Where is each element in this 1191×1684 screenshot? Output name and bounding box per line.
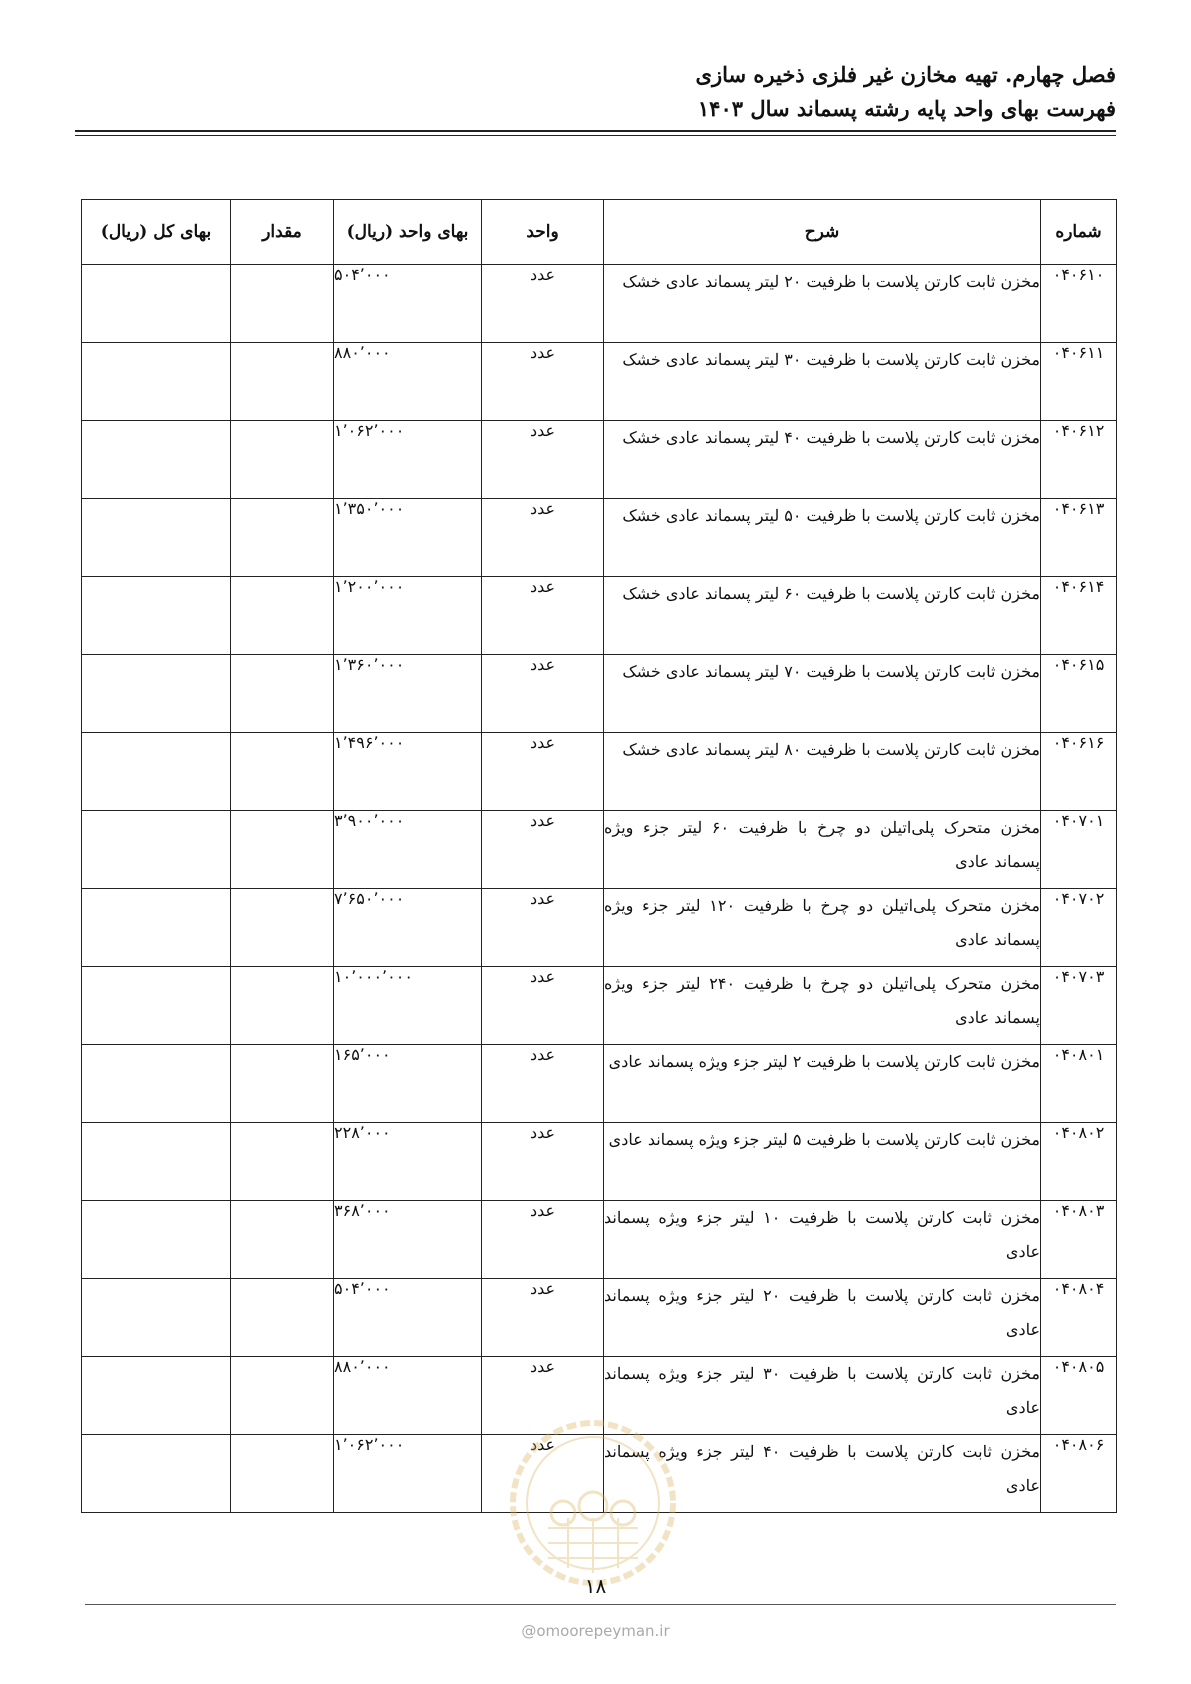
table-row xyxy=(82,967,1117,1045)
item-number: ۰۴۰۸۰۵ xyxy=(1041,1357,1117,1435)
item-unit-price: ۱۶۵٬۰۰۰ xyxy=(334,1045,482,1123)
item-total-price xyxy=(82,577,231,655)
website-watermark: @omoorepeyman.ir xyxy=(521,1622,670,1640)
item-unit: عدد xyxy=(482,1357,604,1435)
column-header-description: شرح xyxy=(604,200,1041,265)
item-number: ۰۴۰۶۱۴ xyxy=(1041,577,1117,655)
item-total-price xyxy=(82,967,231,1045)
item-total-price xyxy=(82,1279,231,1357)
item-total-price xyxy=(82,343,231,421)
item-description: مخزن ثابت کارتن پلاست با ظرفیت ۲ لیتر جزء ویژه پسماند عادی xyxy=(604,1045,1041,1123)
item-unit-price: ۱٬۳۵۰٬۰۰۰ xyxy=(334,499,482,577)
item-number: ۰۴۰۶۱۰ xyxy=(1041,265,1117,343)
item-description: مخزن ثابت کارتن پلاست با ظرفیت ۶۰ لیتر پسماند عادی خشک xyxy=(604,577,1041,655)
item-number: ۰۴۰۷۰۱ xyxy=(1041,811,1117,889)
item-unit-price: ۱٬۰۶۲٬۰۰۰ xyxy=(334,1435,482,1513)
item-total-price xyxy=(82,265,231,343)
table-row xyxy=(82,733,1117,811)
item-total-price xyxy=(82,1201,231,1279)
item-number: ۰۴۰۷۰۲ xyxy=(1041,889,1117,967)
item-number: ۰۴۰۸۰۲ xyxy=(1041,1123,1117,1201)
table-row xyxy=(82,889,1117,967)
item-quantity xyxy=(231,1279,334,1357)
table-header-row xyxy=(82,200,1117,265)
item-quantity xyxy=(231,1435,334,1513)
item-number: ۰۴۰۶۱۵ xyxy=(1041,655,1117,733)
item-quantity xyxy=(231,1123,334,1201)
item-description: مخزن ثابت کارتن پلاست با ظرفیت ۷۰ لیتر پسماند عادی خشک xyxy=(604,655,1041,733)
item-unit-price: ۸۸۰٬۰۰۰ xyxy=(334,1357,482,1435)
column-header-quantity: مقدار xyxy=(231,200,334,265)
item-unit: عدد xyxy=(482,421,604,499)
item-unit-price: ۳۶۸٬۰۰۰ xyxy=(334,1201,482,1279)
table-row xyxy=(82,265,1117,343)
item-unit: عدد xyxy=(482,889,604,967)
footer-rule xyxy=(85,1604,1116,1605)
page-number: ۱۸ xyxy=(584,1574,607,1598)
item-quantity xyxy=(231,265,334,343)
item-number: ۰۴۰۸۰۴ xyxy=(1041,1279,1117,1357)
item-description: مخزن ثابت کارتن پلاست با ظرفیت ۲۰ لیتر جزء ویژه پسماند عادی xyxy=(604,1279,1041,1357)
item-number: ۰۴۰۸۰۱ xyxy=(1041,1045,1117,1123)
price-table xyxy=(81,199,1117,1513)
item-unit: عدد xyxy=(482,577,604,655)
item-unit-price: ۲۲۸٬۰۰۰ xyxy=(334,1123,482,1201)
item-quantity xyxy=(231,655,334,733)
item-unit-price: ۱۰٬۰۰۰٬۰۰۰ xyxy=(334,967,482,1045)
omoorepeyman-seal-watermark xyxy=(508,1418,678,1588)
item-total-price xyxy=(82,421,231,499)
item-unit: عدد xyxy=(482,733,604,811)
item-total-price xyxy=(82,1357,231,1435)
column-header-total-price: بهای کل (ریال) xyxy=(82,200,231,265)
item-quantity xyxy=(231,811,334,889)
item-description: مخزن ثابت کارتن پلاست با ظرفیت ۵۰ لیتر پسماند عادی خشک xyxy=(604,499,1041,577)
item-description: مخزن ثابت کارتن پلاست با ظرفیت ۴۰ لیتر پسماند عادی خشک xyxy=(604,421,1041,499)
item-quantity xyxy=(231,889,334,967)
column-header-unit-price: بهای واحد (ریال) xyxy=(334,200,482,265)
item-description: مخزن متحرک پلی‌اتیلن دو چرخ با ظرفیت ۲۴۰ لیتر جزء ویژه پسماند عادی xyxy=(604,967,1041,1045)
price-list-title: فهرست بهای واحد پایه رشته پسماند سال ۱۴۰۳ xyxy=(697,96,1116,121)
table-body xyxy=(82,265,1117,1513)
item-number: ۰۴۰۶۱۳ xyxy=(1041,499,1117,577)
item-quantity xyxy=(231,1045,334,1123)
item-quantity xyxy=(231,499,334,577)
table-row xyxy=(82,499,1117,577)
page-header xyxy=(696,58,1116,126)
item-unit-price: ۷٬۶۵۰٬۰۰۰ xyxy=(334,889,482,967)
item-unit: عدد xyxy=(482,499,604,577)
table-row xyxy=(82,1123,1117,1201)
item-number: ۰۴۰۶۱۱ xyxy=(1041,343,1117,421)
item-unit-price: ۳٬۹۰۰٬۰۰۰ xyxy=(334,811,482,889)
header-rule-thin xyxy=(75,135,1116,136)
item-total-price xyxy=(82,499,231,577)
item-unit-price: ۸۸۰٬۰۰۰ xyxy=(334,343,482,421)
item-description: مخزن ثابت کارتن پلاست با ظرفیت ۴۰ لیتر جزء ویژه پسماند عادی xyxy=(604,1435,1041,1513)
item-description: مخزن متحرک پلی‌اتیلن دو چرخ با ظرفیت ۱۲۰ لیتر جزء ویژه پسماند عادی xyxy=(604,889,1041,967)
item-number: ۰۴۰۶۱۲ xyxy=(1041,421,1117,499)
table-row xyxy=(82,421,1117,499)
item-unit: عدد xyxy=(482,655,604,733)
item-unit: عدد xyxy=(482,1279,604,1357)
item-quantity xyxy=(231,1357,334,1435)
item-unit: عدد xyxy=(482,1045,604,1123)
table-row xyxy=(82,577,1117,655)
item-unit: عدد xyxy=(482,1435,604,1513)
item-unit-price: ۱٬۲۰۰٬۰۰۰ xyxy=(334,577,482,655)
item-unit-price: ۱٬۴۹۶٬۰۰۰ xyxy=(334,733,482,811)
table-row xyxy=(82,655,1117,733)
item-quantity xyxy=(231,1201,334,1279)
table-row xyxy=(82,1201,1117,1279)
table-row xyxy=(82,343,1117,421)
item-unit-price: ۵۰۴٬۰۰۰ xyxy=(334,265,482,343)
item-total-price xyxy=(82,655,231,733)
item-number: ۰۴۰۸۰۶ xyxy=(1041,1435,1117,1513)
item-number: ۰۴۰۸۰۳ xyxy=(1041,1201,1117,1279)
table-row xyxy=(82,1045,1117,1123)
item-total-price xyxy=(82,1045,231,1123)
item-number: ۰۴۰۶۱۶ xyxy=(1041,733,1117,811)
item-unit: عدد xyxy=(482,343,604,421)
item-quantity xyxy=(231,343,334,421)
item-unit: عدد xyxy=(482,811,604,889)
item-quantity xyxy=(231,421,334,499)
item-quantity xyxy=(231,577,334,655)
item-unit: عدد xyxy=(482,1123,604,1201)
column-header-number: شماره xyxy=(1041,200,1117,265)
item-total-price xyxy=(82,1123,231,1201)
item-unit-price: ۱٬۳۶۰٬۰۰۰ xyxy=(334,655,482,733)
item-description: مخزن ثابت کارتن پلاست با ظرفیت ۱۰ لیتر جزء ویژه پسماند عادی xyxy=(604,1201,1041,1279)
item-description: مخزن ثابت کارتن پلاست با ظرفیت ۵ لیتر جزء ویژه پسماند عادی xyxy=(604,1123,1041,1201)
item-description: مخزن متحرک پلی‌اتیلن دو چرخ با ظرفیت ۶۰ لیتر جزء ویژه پسماند عادی xyxy=(604,811,1041,889)
item-description: مخزن ثابت کارتن پلاست با ظرفیت ۸۰ لیتر پسماند عادی خشک xyxy=(604,733,1041,811)
table-row xyxy=(82,1279,1117,1357)
item-unit-price: ۱٬۰۶۲٬۰۰۰ xyxy=(334,421,482,499)
item-unit: عدد xyxy=(482,1201,604,1279)
item-number: ۰۴۰۷۰۳ xyxy=(1041,967,1117,1045)
item-description: مخزن ثابت کارتن پلاست با ظرفیت ۳۰ لیتر پسماند عادی خشک xyxy=(604,343,1041,421)
item-quantity xyxy=(231,733,334,811)
item-total-price xyxy=(82,1435,231,1513)
column-header-unit: واحد xyxy=(482,200,604,265)
item-unit-price: ۵۰۴٬۰۰۰ xyxy=(334,1279,482,1357)
chapter-title: فصل چهارم. تهیه مخازن غیر فلزی ذخیره سازی xyxy=(695,62,1116,87)
item-total-price xyxy=(82,889,231,967)
item-total-price xyxy=(82,811,231,889)
item-quantity xyxy=(231,967,334,1045)
item-total-price xyxy=(82,733,231,811)
item-description: مخزن ثابت کارتن پلاست با ظرفیت ۳۰ لیتر جزء ویژه پسماند عادی xyxy=(604,1357,1041,1435)
item-unit: عدد xyxy=(482,967,604,1045)
item-description: مخزن ثابت کارتن پلاست با ظرفیت ۲۰ لیتر پسماند عادی خشک xyxy=(604,265,1041,343)
header-rule-thick xyxy=(75,130,1116,132)
item-unit: عدد xyxy=(482,265,604,343)
table-row xyxy=(82,811,1117,889)
